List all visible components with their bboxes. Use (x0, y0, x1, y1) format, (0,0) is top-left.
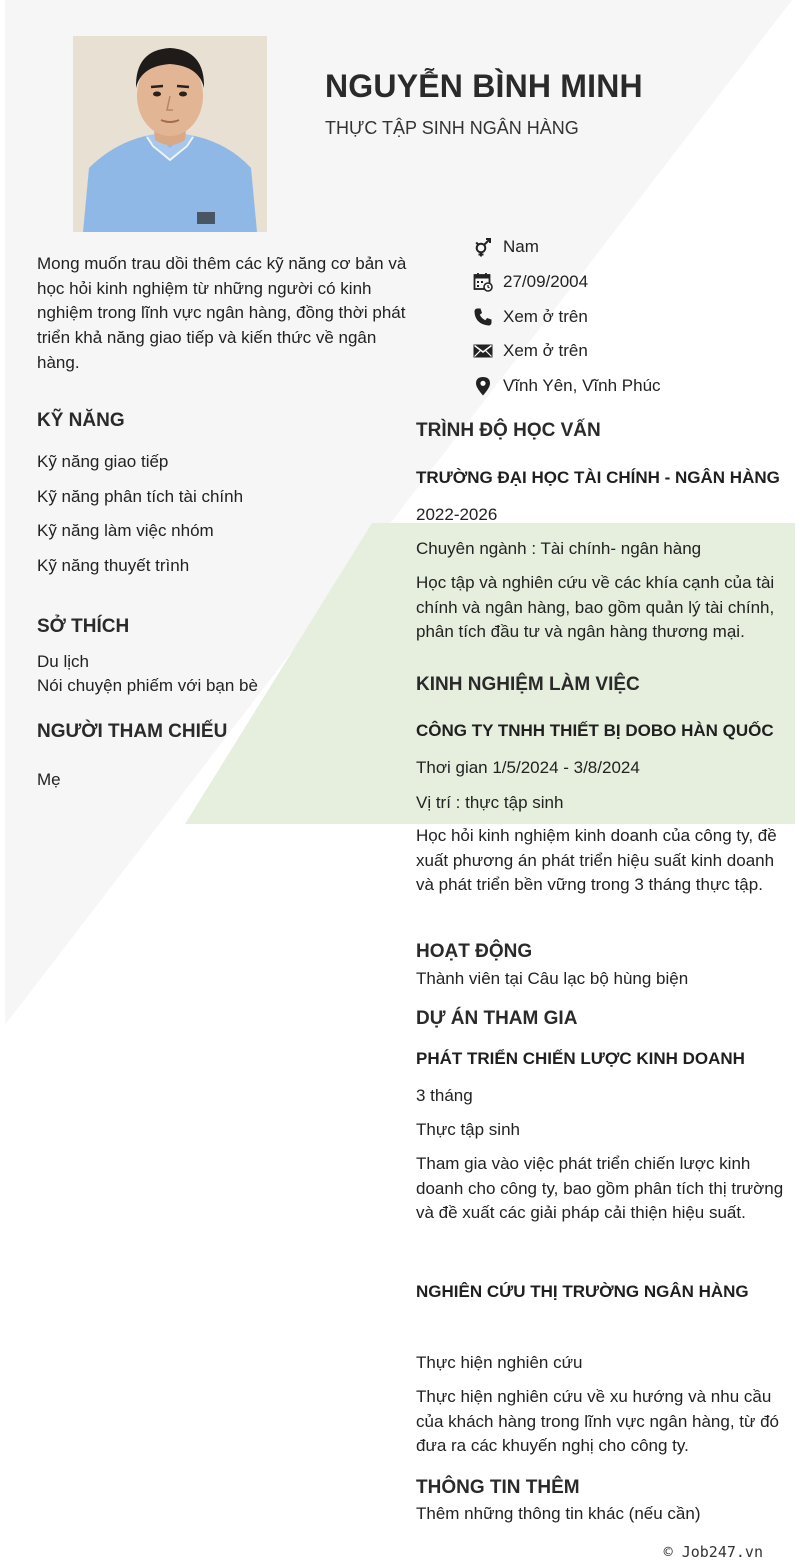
activities-text: Thành viên tại Câu lạc bộ hùng biện (416, 969, 689, 988)
career-objective: Mong muốn trau dồi thêm các kỹ năng cơ bản và học hỏi kinh nghiệm từ những người có kinh nghiệm trong lĩnh vực ngân hàng, đồng thời phát triển khả năng giao tiếp và kiến thức về ngân hàng. (37, 254, 407, 372)
contact-list (472, 230, 792, 403)
candidate-title: THỰC TẬP SINH NGÂN HÀNG (325, 118, 579, 138)
gender-icon (472, 236, 494, 258)
additional-heading: THÔNG TIN THÊM (416, 1477, 580, 1498)
skill-item: Kỹ năng phân tích tài chính (37, 486, 244, 506)
skill-item: Kỹ năng thuyết trình (37, 556, 190, 576)
calendar-icon (472, 271, 494, 293)
project-duration: 3 tháng (416, 1086, 473, 1105)
contact-location (472, 369, 792, 404)
contact-gender (472, 230, 792, 265)
contact-email-value: Xem ở trên (503, 341, 588, 361)
mail-icon (472, 340, 494, 362)
skill-item: Kỹ năng giao tiếp (37, 452, 169, 471)
skills-heading: KỸ NĂNG (37, 410, 125, 431)
project-title: NGHIÊN CỨU THỊ TRƯỜNG NGÂN HÀNG (416, 1282, 749, 1301)
hobbies-list (37, 650, 258, 698)
hobbies-heading: SỞ THÍCH (37, 616, 130, 637)
projects-heading: DỰ ÁN THAM GIA (416, 1008, 578, 1029)
activities-heading: HOẠT ĐỘNG (416, 941, 533, 962)
additional-text: Thêm những thông tin khác (nếu cần) (416, 1504, 701, 1523)
project-role: Thực hiện nghiên cứu (416, 1353, 583, 1372)
contact-birthday-value: 27/09/2004 (503, 272, 589, 292)
reference-item: Mẹ (37, 770, 61, 789)
footer-copyright: © Job247.vn (663, 1543, 763, 1561)
education-description: Học tập và nghiên cứu về các khía cạnh của tài chính và ngân hàng, bao gồm quản lý tài chính, phân tích đầu tư và ngân hàng thương mại. (416, 573, 775, 642)
project-role: Thực tập sinh (416, 1120, 520, 1139)
contact-phone-value: Xem ở trên (503, 306, 588, 326)
references-heading: NGƯỜI THAM CHIẾU (37, 721, 228, 742)
experience-company: CÔNG TY TNHH THIẾT BỊ DOBO HÀN QUỐC (416, 721, 774, 740)
contact-location-value: Vĩnh Yên, Vĩnh Phúc (503, 376, 661, 396)
hobby-item: Du lịch (37, 652, 89, 671)
experience-position: Vị trí : thực tập sinh (416, 793, 564, 812)
project-description: Thực hiện nghiên cứu về xu hướng và nhu cầu của khách hàng trong lĩnh vực ngân hàng, từ đó đưa ra các khuyến nghị cho công ty. (416, 1387, 780, 1456)
phone-icon (472, 306, 494, 328)
contact-gender-value: Nam (503, 237, 539, 257)
experience-description: Học hỏi kinh nghiệm kinh doanh của công ty, đề xuất phương án phát triển hiệu suất kinh doanh và phát triển bền vững trong 3 tháng thực tập. (416, 826, 777, 895)
project-title: PHÁT TRIỂN CHIẾN LƯỢC KINH DOANH (416, 1049, 745, 1068)
education-school: TRƯỜNG ĐẠI HỌC TÀI CHÍNH - NGÂN HÀNG (416, 468, 780, 487)
skill-item: Kỹ năng làm việc nhóm (37, 521, 214, 541)
contact-phone (472, 299, 792, 334)
profile-photo (73, 36, 267, 232)
project-description: Tham gia vào việc phát triển chiến lược kinh doanh cho công ty, bao gồm phân tích thị trường và đề xuất các giải pháp cải thiện hiệu suất. (416, 1154, 784, 1223)
education-major: Chuyên ngành : Tài chính- ngân hàng (416, 539, 702, 558)
candidate-name: NGUYỄN BÌNH MINH (325, 68, 643, 104)
education-period: 2022-2026 (416, 505, 498, 524)
location-pin-icon (472, 375, 494, 397)
contact-email (472, 334, 792, 369)
experience-period: Thơi gian 1/5/2024 - 3/8/2024 (416, 758, 640, 777)
experience-heading: KINH NGHIỆM LÀM VIỆC (416, 674, 640, 695)
contact-birthday (472, 265, 792, 300)
skills-list (37, 450, 243, 589)
hobby-item: Nói chuyện phiếm với bạn bè (37, 676, 258, 695)
education-heading: TRÌNH ĐỘ HỌC VẤN (416, 420, 601, 441)
